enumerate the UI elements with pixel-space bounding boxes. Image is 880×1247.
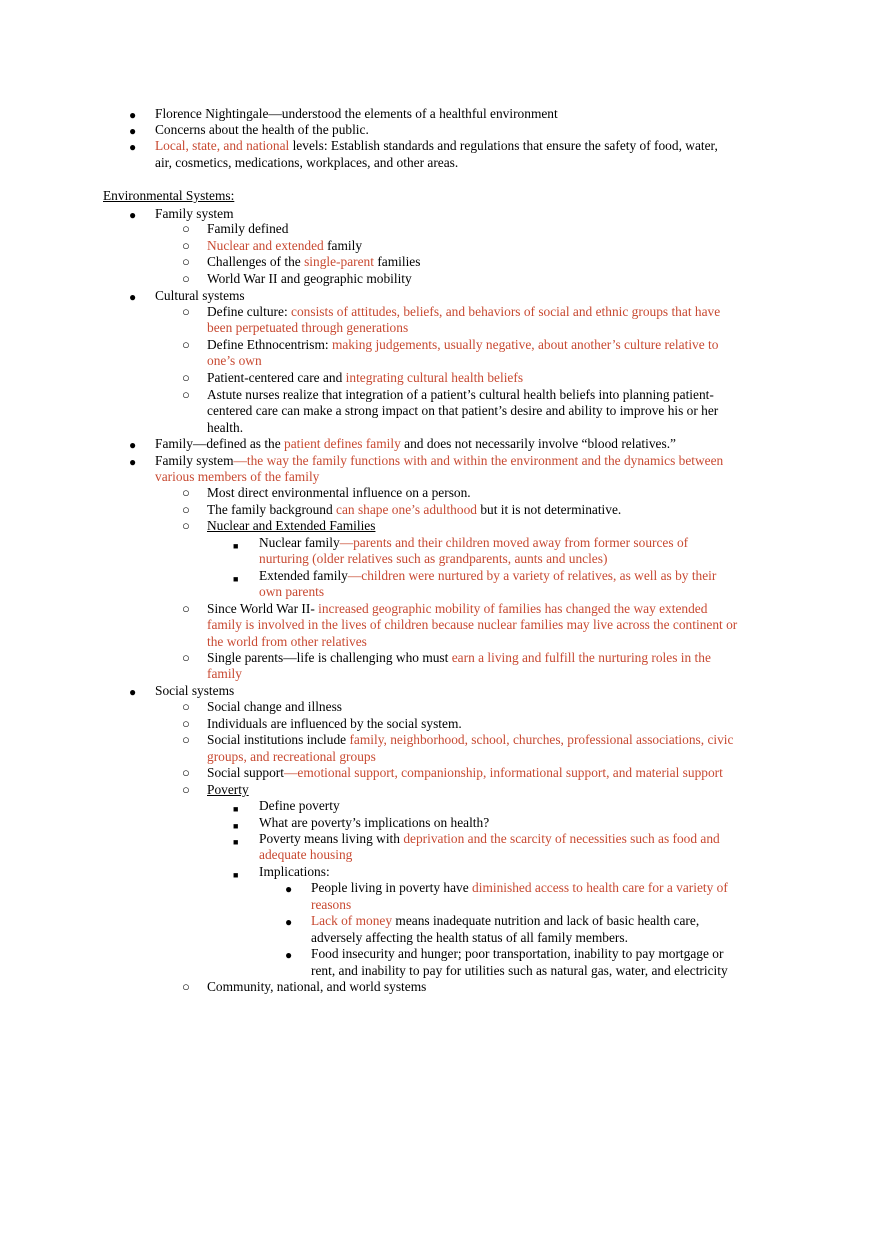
family-item: Most direct environmental influence on a person.: [207, 485, 471, 500]
bullet-disc-icon: ●: [285, 882, 293, 896]
bullet-circle-icon: ○: [182, 518, 190, 533]
cultural-item-cont: centered care can make a strong impact on that patient’s desire and ability to improve his or her: [207, 403, 719, 418]
bullet-disc-icon: ●: [129, 208, 137, 222]
bullet-disc-icon: ●: [285, 948, 293, 962]
section-heading: Environmental Systems:: [103, 188, 235, 203]
bullet-disc-icon: ●: [129, 685, 137, 699]
bullet-circle-icon: ○: [182, 732, 190, 747]
cultural-item-cont: been perpetuated through generations: [207, 320, 409, 335]
bullet-disc-icon: ●: [129, 140, 137, 154]
bullet-circle-icon: ○: [182, 979, 190, 994]
family-system-definition: Family system—the way the family functions with and within the environment and the dynamics between: [155, 453, 724, 468]
social-item: Individuals are influenced by the social system.: [207, 716, 462, 731]
cultural-systems-title: Cultural systems: [155, 288, 245, 303]
implication-item-cont: rent, and inability to pay for utilities such as natural gas, water, and electricity: [311, 963, 728, 978]
bullet-circle-icon: ○: [182, 502, 190, 517]
bullet-square-icon: ■: [233, 837, 239, 847]
family-subitem-cont: own parents: [259, 584, 325, 599]
bullet-circle-icon: ○: [182, 485, 190, 500]
family-item-cont: family is involved in the lives of children because nuclear families may live across the continent or: [207, 617, 738, 632]
family-item: Since World War II- increased geographic mobility of families has changed the way extended: [207, 601, 708, 616]
family-system-title: Family system: [155, 206, 234, 221]
bullet-circle-icon: ○: [182, 765, 190, 780]
bullet-square-icon: ■: [233, 574, 239, 584]
implication-item: People living in poverty have diminished access to health care for a variety of: [311, 880, 728, 895]
family-system-item: Family defined: [207, 221, 289, 236]
implication-item: Lack of money means inadequate nutrition and lack of basic health care,: [311, 913, 700, 928]
bullet-disc-icon: ●: [129, 455, 137, 469]
bullet-disc-icon: ●: [129, 108, 137, 122]
family-subitem-cont: nurturing (older relatives such as grandparents, aunts and uncles): [259, 551, 608, 566]
social-item: Social institutions include family, neighborhood, school, churches, professional associations, civic: [207, 732, 734, 747]
cultural-item-cont: one’s own: [207, 353, 262, 368]
social-item: Social support—emotional support, companionship, informational support, and material support: [207, 765, 723, 780]
family-item: Single parents—life is challenging who must earn a living and fulfill the nurturing roles in the: [207, 650, 711, 665]
bullet-disc-icon: ●: [129, 290, 137, 304]
bullet-disc-icon: ●: [129, 124, 137, 138]
family-item: The family background can shape one’s adulthood but it is not determinative.: [207, 502, 622, 517]
bullet-circle-icon: ○: [182, 238, 190, 253]
social-item-subheading: Poverty: [207, 782, 249, 797]
family-subitem: Nuclear family—parents and their children moved away from former sources of: [259, 535, 689, 550]
bullet-circle-icon: ○: [182, 254, 190, 269]
family-item-cont: family: [207, 666, 242, 681]
family-system-definition-cont: various members of the family: [155, 469, 320, 484]
bullet-square-icon: ■: [233, 870, 239, 880]
family-system-item: Challenges of the single-parent families: [207, 254, 421, 269]
bullet-square-icon: ■: [233, 821, 239, 831]
bullet-circle-icon: ○: [182, 387, 190, 402]
social-item-cont: groups, and recreational groups: [207, 749, 376, 764]
family-item-cont: the world from other relatives: [207, 634, 367, 649]
intro-line-3: Local, state, and national levels: Establish standards and regulations that ensure the safety of food, water,: [155, 138, 718, 153]
cultural-item: Define Ethnocentrism: making judgements, usually negative, about another’s culture relative to: [207, 337, 719, 352]
bullet-square-icon: ■: [233, 804, 239, 814]
poverty-item-cont: adequate housing: [259, 847, 353, 862]
bullet-circle-icon: ○: [182, 304, 190, 319]
family-defined: Family—defined as the patient defines family and does not necessarily involve “blood relatives.”: [155, 436, 676, 451]
poverty-item: What are poverty’s implications on health?: [259, 815, 490, 830]
bullet-circle-icon: ○: [182, 370, 190, 385]
bullet-disc-icon: ●: [129, 438, 137, 452]
implication-item-cont: reasons: [311, 897, 352, 912]
bullet-circle-icon: ○: [182, 716, 190, 731]
bullet-circle-icon: ○: [182, 699, 190, 714]
poverty-item: Define poverty: [259, 798, 340, 813]
bullet-circle-icon: ○: [182, 601, 190, 616]
implication-item-cont: adversely affecting the health status of all family members.: [311, 930, 628, 945]
poverty-item: Poverty means living with deprivation and the scarcity of necessities such as food and: [259, 831, 720, 846]
family-system-item: World War II and geographic mobility: [207, 271, 412, 286]
intro-line-2: Concerns about the health of the public.: [155, 122, 369, 137]
intro-line-1: Florence Nightingale—understood the elements of a healthful environment: [155, 106, 558, 121]
poverty-item: Implications:: [259, 864, 330, 879]
bullet-disc-icon: ●: [285, 915, 293, 929]
family-item-subheading: Nuclear and Extended Families: [207, 518, 376, 533]
cultural-item-cont: health.: [207, 420, 244, 435]
bullet-circle-icon: ○: [182, 221, 190, 236]
bullet-circle-icon: ○: [182, 271, 190, 286]
bullet-square-icon: ■: [233, 541, 239, 551]
cultural-item: Patient-centered care and integrating cultural health beliefs: [207, 370, 524, 385]
intro-line-3-cont: air, cosmetics, medications, workplaces, and other areas.: [155, 155, 459, 170]
bullet-circle-icon: ○: [182, 337, 190, 352]
cultural-item: Define culture: consists of attitudes, beliefs, and behaviors of social and ethnic groups that have: [207, 304, 721, 319]
implication-item: Food insecurity and hunger; poor transportation, inability to pay mortgage or: [311, 946, 724, 961]
social-item: Community, national, and world systems: [207, 979, 427, 994]
bullet-circle-icon: ○: [182, 650, 190, 665]
cultural-item: Astute nurses realize that integration of a patient’s cultural health beliefs into planning patient-: [207, 387, 714, 402]
family-subitem: Extended family—children were nurtured by a variety of relatives, as well as by their: [259, 568, 717, 583]
social-item: Social change and illness: [207, 699, 342, 714]
bullet-circle-icon: ○: [182, 782, 190, 797]
family-system-item: Nuclear and extended family: [207, 238, 363, 253]
social-systems-title: Social systems: [155, 683, 235, 698]
